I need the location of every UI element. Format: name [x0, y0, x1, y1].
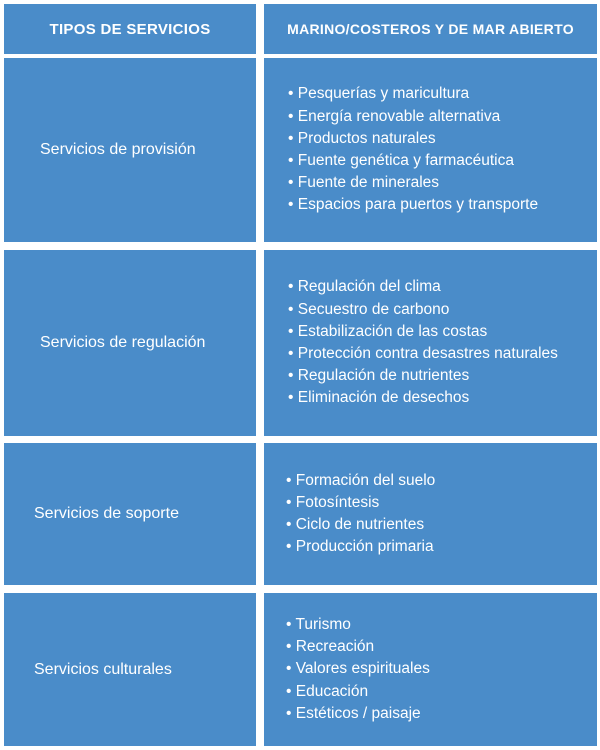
header-marine	[264, 4, 597, 54]
service-type-label: Servicios de regulación	[40, 334, 206, 351]
row-provision-items	[264, 58, 597, 242]
list-item: • Pesquerías y maricultura	[288, 83, 538, 105]
row-regulation-items	[264, 250, 597, 436]
list-item: • Energía renovable alternativa	[288, 106, 538, 128]
list-item: • Estabilización de las costas	[288, 321, 558, 343]
list-item: • Fuente de minerales	[288, 172, 538, 194]
list-item: • Recreación	[286, 636, 430, 658]
service-type-label: Servicios de provisión	[40, 141, 196, 158]
provision-list	[288, 83, 538, 216]
list-item: • Producción primaria	[286, 536, 435, 558]
list-item: • Fotosíntesis	[286, 492, 435, 514]
list-item: • Ciclo de nutrientes	[286, 514, 435, 536]
row-support-items	[264, 443, 597, 585]
list-item: • Eliminación de desechos	[288, 387, 558, 409]
list-item: • Secuestro de carbono	[288, 299, 558, 321]
header-marine-label: MARINO/COSTEROS Y DE MAR ABIERTO	[287, 21, 574, 37]
header-types-label: TIPOS DE SERVICIOS	[49, 20, 211, 38]
row-provision-type	[4, 58, 256, 242]
list-item: • Protección contra desastres naturales	[288, 343, 558, 365]
header-types	[4, 4, 256, 54]
cultural-list	[286, 614, 430, 725]
list-item: • Valores espirituales	[286, 658, 430, 680]
service-type-label: Servicios de soporte	[34, 505, 179, 522]
list-item: • Turismo	[286, 614, 430, 636]
list-item: • Educación	[286, 681, 430, 703]
list-item: • Estéticos / paisaje	[286, 703, 430, 725]
list-item: • Fuente genética y farmacéutica	[288, 150, 538, 172]
row-cultural-type	[4, 593, 256, 746]
list-item: • Productos naturales	[288, 128, 538, 150]
list-item: • Regulación del clima	[288, 276, 558, 298]
row-cultural-items	[264, 593, 597, 746]
row-support-type	[4, 443, 256, 585]
list-item: • Formación del suelo	[286, 470, 435, 492]
service-type-label: Servicios culturales	[34, 660, 172, 678]
list-item: • Regulación de nutrientes	[288, 365, 558, 387]
regulation-list	[288, 276, 558, 409]
row-regulation-type	[4, 250, 256, 436]
support-list	[286, 470, 435, 559]
list-item: • Espacios para puertos y transporte	[288, 194, 538, 216]
